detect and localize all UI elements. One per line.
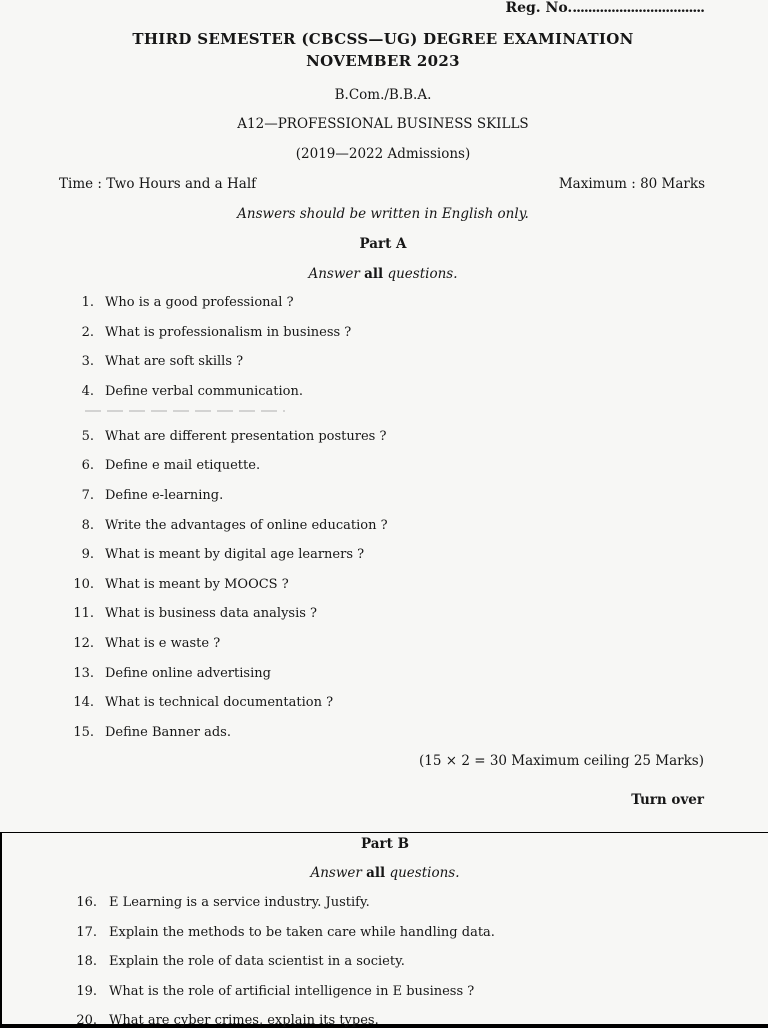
question-text: What is business data analysis ?: [105, 606, 318, 622]
part-a-instruction: Answer all questions.: [308, 266, 458, 282]
question-number: 6.: [81, 458, 94, 474]
reg-dots: ..................................: [572, 0, 704, 16]
question-number: 1.: [81, 295, 94, 310]
question-number: 17.: [76, 924, 97, 940]
question-number: 13.: [73, 665, 94, 681]
part-b-title: Part B: [361, 836, 409, 852]
turn-over-label: Turn over: [631, 792, 704, 808]
question-text: What is technical documentation ?: [105, 695, 334, 711]
question-number: 18.: [76, 954, 97, 970]
question-number: 16.: [76, 895, 97, 910]
question-text: Explain the role of data scientist in a society.: [109, 954, 405, 970]
part-a-title: Part A: [359, 236, 407, 252]
part-b-instruction: Answer all questions.: [310, 865, 460, 881]
exam-month-year: NOVEMBER 2023: [306, 52, 460, 70]
question-text: What is e waste ?: [105, 636, 221, 651]
question-text: E Learning is a service industry. Justify.: [109, 895, 370, 910]
course-title: A12—PROFESSIONAL BUSINESS SKILLS: [237, 116, 529, 132]
question-text: What are different presentation postures ?: [105, 428, 387, 444]
question-text: What is meant by digital age learners ?: [105, 547, 365, 563]
question-number: 14.: [73, 695, 94, 711]
question-text: Explain the methods to be taken care while handling data.: [109, 924, 495, 940]
question-text: What is professionalism in business ?: [105, 324, 352, 340]
question-number: 20.: [76, 1013, 97, 1028]
question-text: Define e mail etiquette.: [105, 458, 261, 474]
question-text: What are soft skills ?: [105, 354, 244, 370]
language-note: Answers should be written in English only.: [237, 206, 529, 222]
question-number: 10.: [73, 576, 94, 592]
question-number: 7.: [81, 488, 94, 503]
question-number: 4.: [81, 383, 94, 399]
question-number: 5.: [81, 428, 94, 444]
question-number: 19.: [76, 983, 97, 999]
reg-label: Reg. No.: [505, 0, 573, 16]
question-number: 8.: [81, 517, 94, 533]
admissions-years: (2019—2022 Admissions): [295, 146, 471, 162]
question-number: 15.: [73, 724, 94, 740]
maximum-marks: Maximum : 80 Marks: [558, 176, 705, 192]
question-text: What are cyber crimes, explain its types.: [109, 1013, 379, 1028]
question-text: Define e-learning.: [105, 488, 224, 503]
question-text: Define Banner ads.: [105, 724, 231, 740]
exam-title: THIRD SEMESTER (CBCSS—UG) DEGREE EXAMINATION: [132, 30, 634, 48]
program-name: B.Com./B.B.A.: [334, 87, 432, 103]
question-text: Define online advertising: [105, 665, 271, 681]
question-number: 12.: [73, 636, 94, 651]
question-text: Who is a good professional ?: [105, 295, 294, 310]
faded-artifact-line: [85, 410, 285, 412]
exam-page-2: [2, 833, 768, 1028]
reg-number-line: [505, 0, 704, 16]
marks-note: (15 × 2 = 30 Maximum ceiling 25 Marks): [419, 753, 704, 769]
time-allowed: Time : Two Hours and a Half: [59, 176, 257, 192]
question-number: 9.: [81, 547, 94, 563]
question-text: What is meant by MOOCS ?: [105, 576, 289, 592]
question-number: 2.: [81, 324, 94, 340]
question-text: Write the advantages of online education ?: [105, 517, 388, 533]
question-number: 3.: [81, 354, 94, 370]
question-text: What is the role of artificial intelligence in E business ?: [109, 983, 475, 999]
question-text: Define verbal communication.: [105, 383, 304, 399]
question-number: 11.: [73, 606, 94, 622]
